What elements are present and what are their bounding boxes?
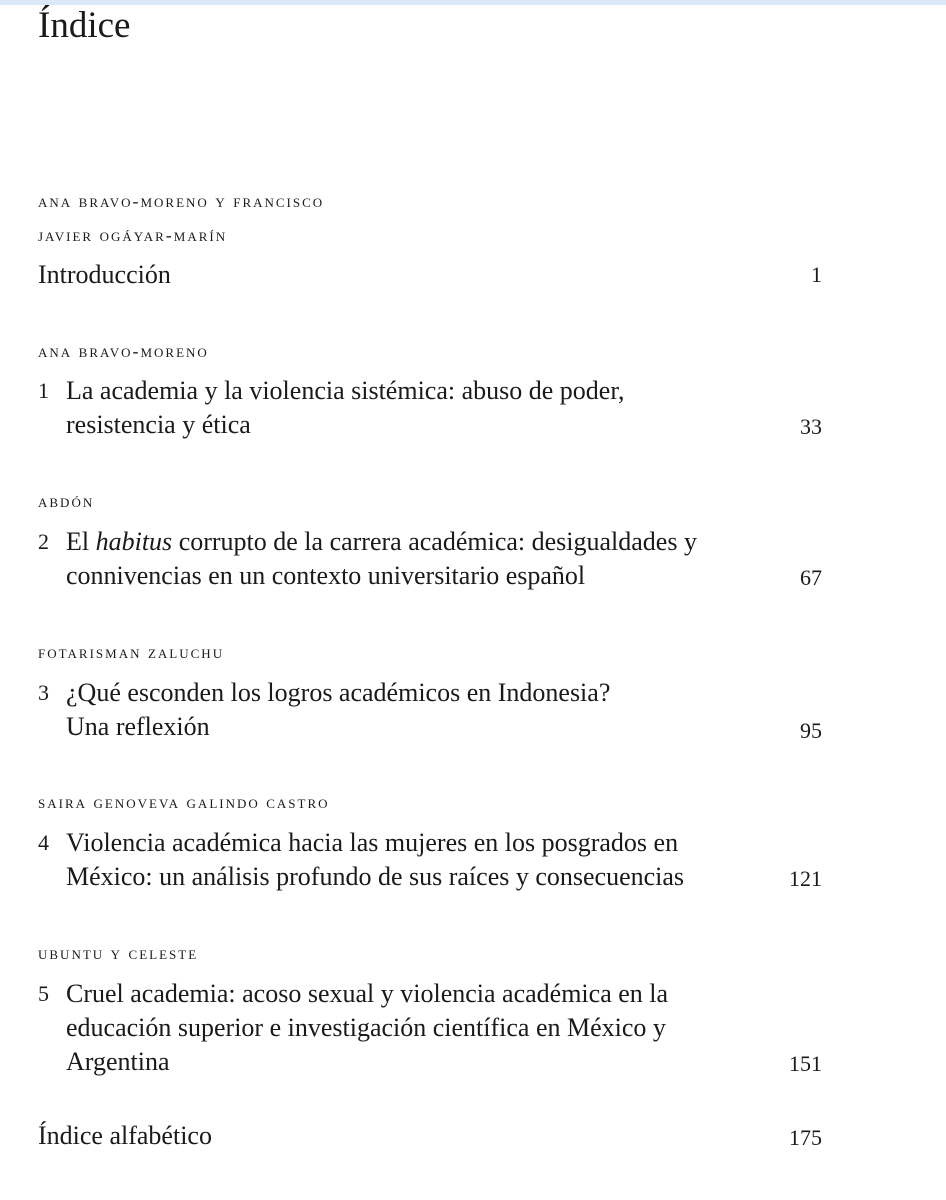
toc-entry-page: 95	[800, 718, 822, 743]
toc-entry-page: 151	[789, 1051, 822, 1076]
page-title: Índice	[38, 5, 131, 46]
chapter-3-author: fotarisman zaluchu	[38, 642, 225, 662]
toc-entry-number: 4	[38, 830, 49, 855]
top-edge-bar	[0, 0, 946, 5]
toc-entry-title: La academia y la violencia sistémica: abuso de poder, resistencia y ética	[66, 376, 625, 439]
toc-entry-title: Introducción	[38, 260, 171, 289]
toc-entry-number: 5	[38, 981, 49, 1006]
intro-author-line-2: javier ogáyar-marín	[38, 225, 228, 245]
toc-entry-page: 175	[789, 1125, 822, 1150]
toc-entry-title: El habitus corrupto de la carrera académica: desigualdades y connivencias en un contexto universitario español	[66, 527, 697, 590]
toc-entry-page: 121	[789, 866, 822, 891]
toc-entry-title: Violencia académica hacia las mujeres en los posgrados en México: un análisis profundo de sus raíces y consecuencias	[66, 828, 685, 891]
toc-entry-page: 67	[800, 565, 822, 590]
toc-entry-chapter-5[interactable]	[38, 977, 828, 1079]
toc-entry-title: ¿Qué esconden los logros académicos en Indonesia? Una reflexión	[66, 678, 611, 741]
chapter-2-author: abdón	[38, 491, 95, 511]
toc-entry-number: 3	[38, 680, 49, 705]
intro-author-line-1: ana bravo-moreno y francisco	[38, 191, 325, 211]
toc-entry-chapter-1[interactable]	[38, 374, 828, 442]
toc-entry-chapter-3[interactable]	[38, 676, 828, 744]
toc-entry-title: Cruel academia: acoso sexual y violencia académica en la educación superior e investigación científica en México y Argentina	[66, 979, 669, 1076]
title-italic-term: habitus	[95, 527, 173, 556]
toc-entry-page: 1	[811, 262, 822, 287]
chapter-5-author: ubuntu y celeste	[38, 943, 199, 963]
toc-entry-chapter-4[interactable]	[38, 826, 828, 894]
toc-entry-introduction[interactable]	[38, 258, 828, 292]
chapter-1-author: ana bravo-moreno	[38, 341, 209, 361]
toc-entry-title: Índice alfabético	[38, 1121, 212, 1150]
toc-entry-chapter-2[interactable]	[38, 525, 828, 593]
toc-entry-alphabetical-index[interactable]	[38, 1119, 828, 1153]
chapter-4-author: saira genoveva galindo castro	[38, 792, 330, 812]
toc-entry-number: 1	[38, 378, 49, 403]
toc-entry-page: 33	[800, 414, 822, 439]
toc-entry-number: 2	[38, 529, 49, 554]
